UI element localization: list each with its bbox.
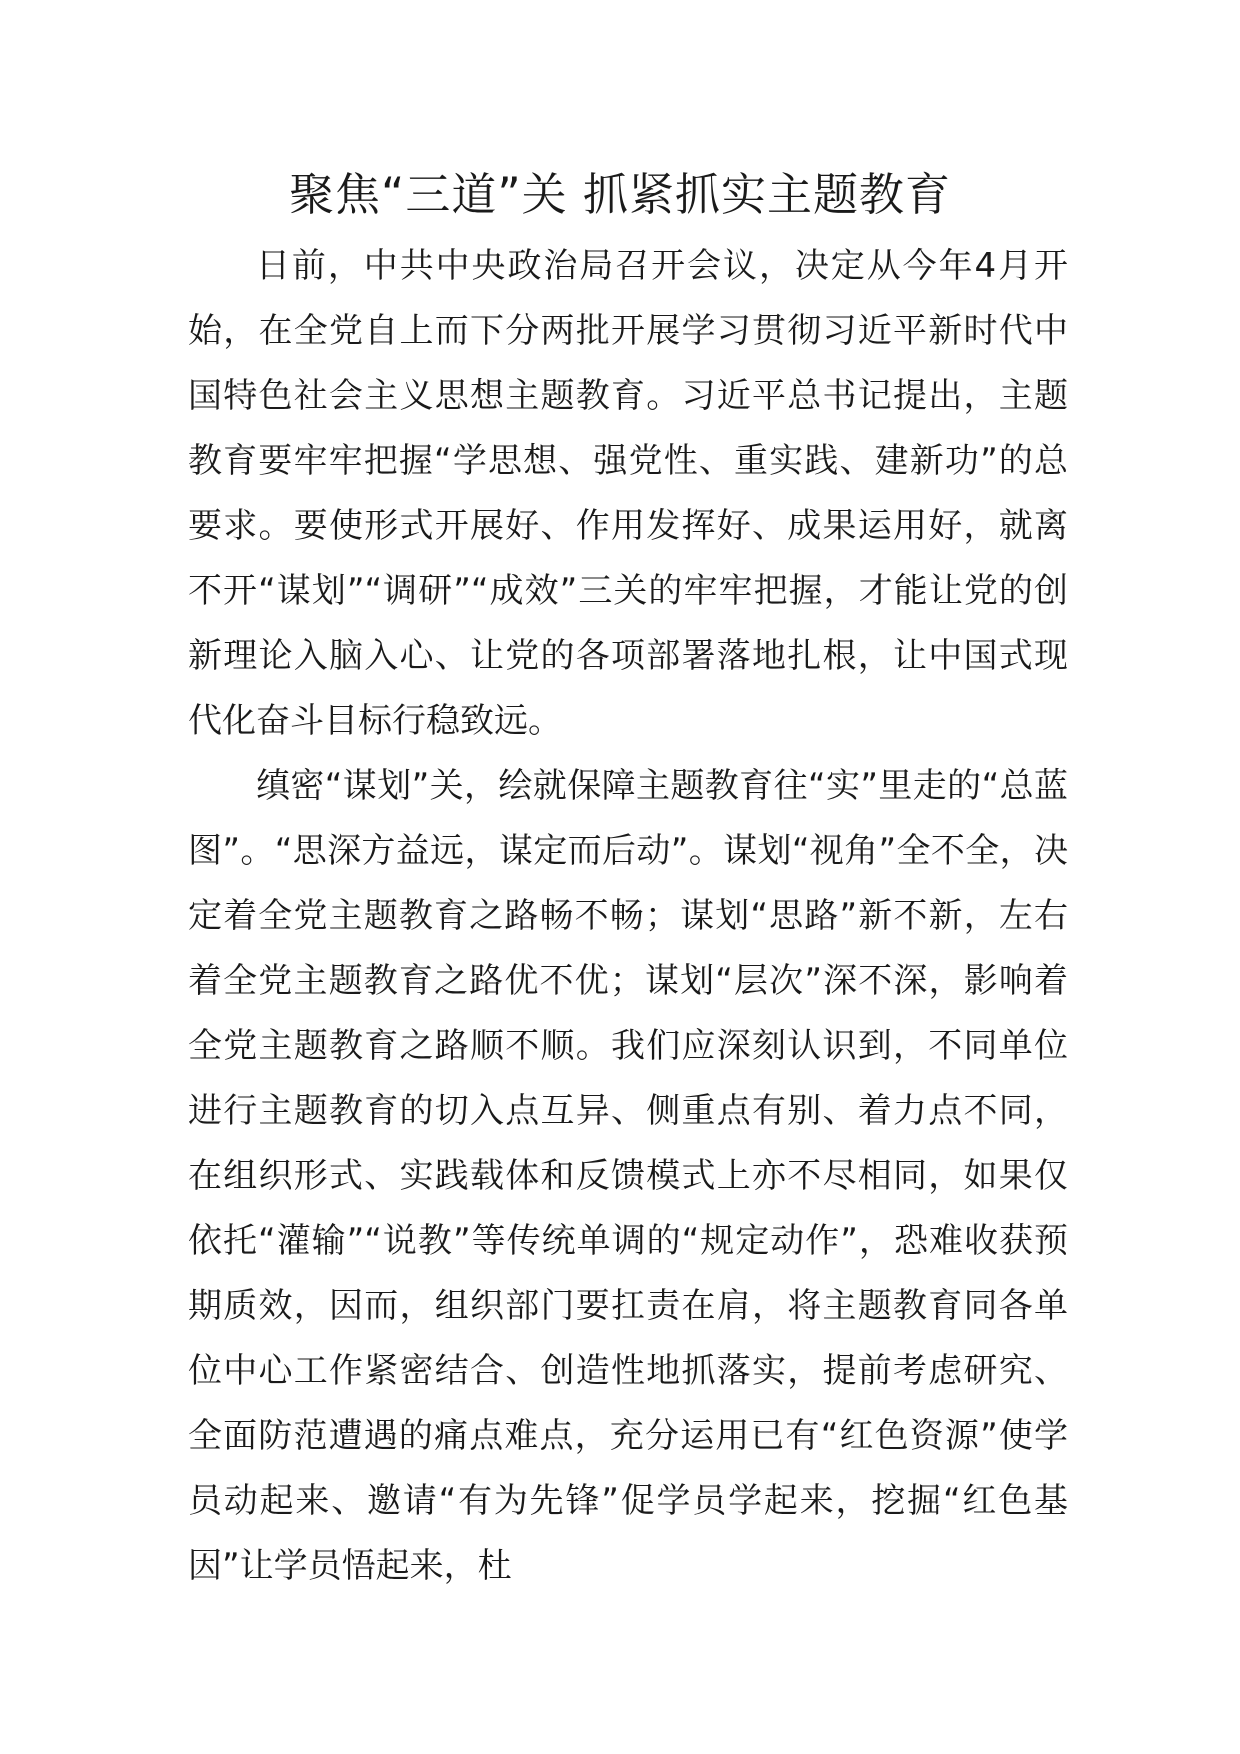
document-body bbox=[188, 234, 1068, 1599]
paragraph-planning: 缜密“谋划”关，绘就保障主题教育往“实”里走的“总蓝图”。“思深方益远，谋定而后动”。谋划“视角”全不全，决定着全党主题教育之路畅不畅；谋划“思路”新不新，左右着全党主题教育之路优不优；谋划“层次”深不深，影响着全党主题教育之路顺不顺。我们应深刻认识到，不同单位进行主题教育的切入点互异、侧重点有别、着力点不同，在组织形式、实践载体和反馈模式上亦不尽相同，如果仅依托“灌输”“说教”等传统单调的“规定动作”，恐难收获预期质效，因而，组织部门要扛责在肩，将主题教育同各单位中心工作紧密结合、创造性地抓落实，提前考虑研究、全面防范遭遇的痛点难点，充分运用已有“红色资源”使学员动起来、邀请“有为先锋”促学员学起来，挖掘“红色基因”让学员悟起来，杜 bbox=[188, 766, 1068, 1586]
paragraph-intro: 日前，中共中央政治局召开会议，决定从今年4月开始，在全党自上而下分两批开展学习贯彻习近平新时代中国特色社会主义思想主题教育。习近平总书记提出，主题教育要牢牢把握“学思想、强党性、重实践、建新功”的总要求。要使形式开展好、作用发挥好、成果运用好，就离不开“谋划”“调研”“成效”三关的牢牢把握，才能让党的创新理论入脑入心、让党的各项部署落地扎根，让中国式现代化奋斗目标行稳致远。 bbox=[188, 246, 1068, 741]
document-title: 聚焦“三道”关 抓紧抓实主题教育 bbox=[289, 168, 951, 221]
